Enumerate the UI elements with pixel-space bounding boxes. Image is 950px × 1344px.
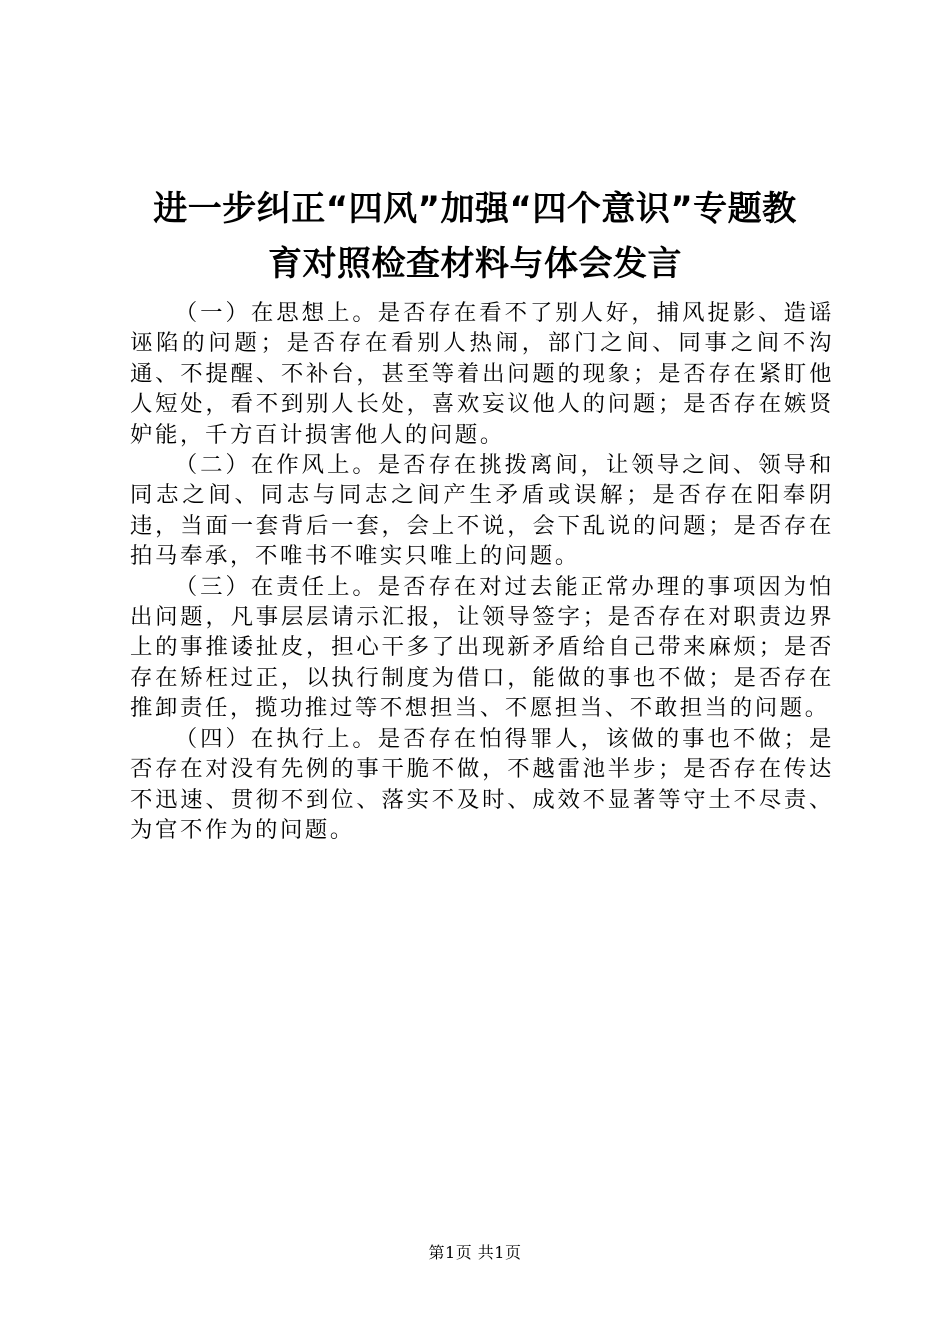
document-body	[130, 298, 834, 845]
paragraph-style: （二）在作风上。是否存在挑拨离间，让领导之间、领导和同志之间、同志与同志之间产生矛盾或误解；是否存在阳奉阴违，当面一套背后一套，会上不说，会下乱说的问题；是否存在拍马奉承，不唯书不唯实只唯上的问题。	[130, 452, 834, 570]
title-line-2: 育对照检查材料与体会发言	[268, 244, 682, 284]
document-title	[120, 182, 830, 292]
paragraph-thinking: （一）在思想上。是否存在看不了别人好，捕风捉影、造谣诬陷的问题；是否存在看别人热闹，部门之间、同事之间不沟通、不提醒、不补台，甚至等着出问题的现象；是否存在紧盯他人短处，看不到别人长处，喜欢妄议他人的问题；是否存在嫉贤妒能，千方百计损害他人的问题。	[130, 300, 834, 448]
paragraph-execution: （四）在执行上。是否存在怕得罪人，该做的事也不做；是否存在对没有先例的事干脆不做，不越雷池半步；是否存在传达不迅速、贯彻不到位、落实不及时、成效不显著等守土不尽责、为官不作为的问题。	[130, 725, 834, 843]
paragraph-responsibility: （三）在责任上。是否存在对过去能正常办理的事项因为怕出问题，凡事层层请示汇报，让领导签字；是否存在对职责边界上的事推诿扯皮，担心干多了出现新矛盾给自己带来麻烦；是否存在矫枉过正，以执行制度为借口，能做的事也不做；是否存在推卸责任，揽功推过等不想担当、不愿担当、不敢担当的问题。	[130, 573, 834, 722]
page-footer: 第1页 共1页	[428, 1243, 522, 1262]
title-line-1: 进一步纠正“四风”加强“四个意识”专题教	[153, 189, 797, 229]
